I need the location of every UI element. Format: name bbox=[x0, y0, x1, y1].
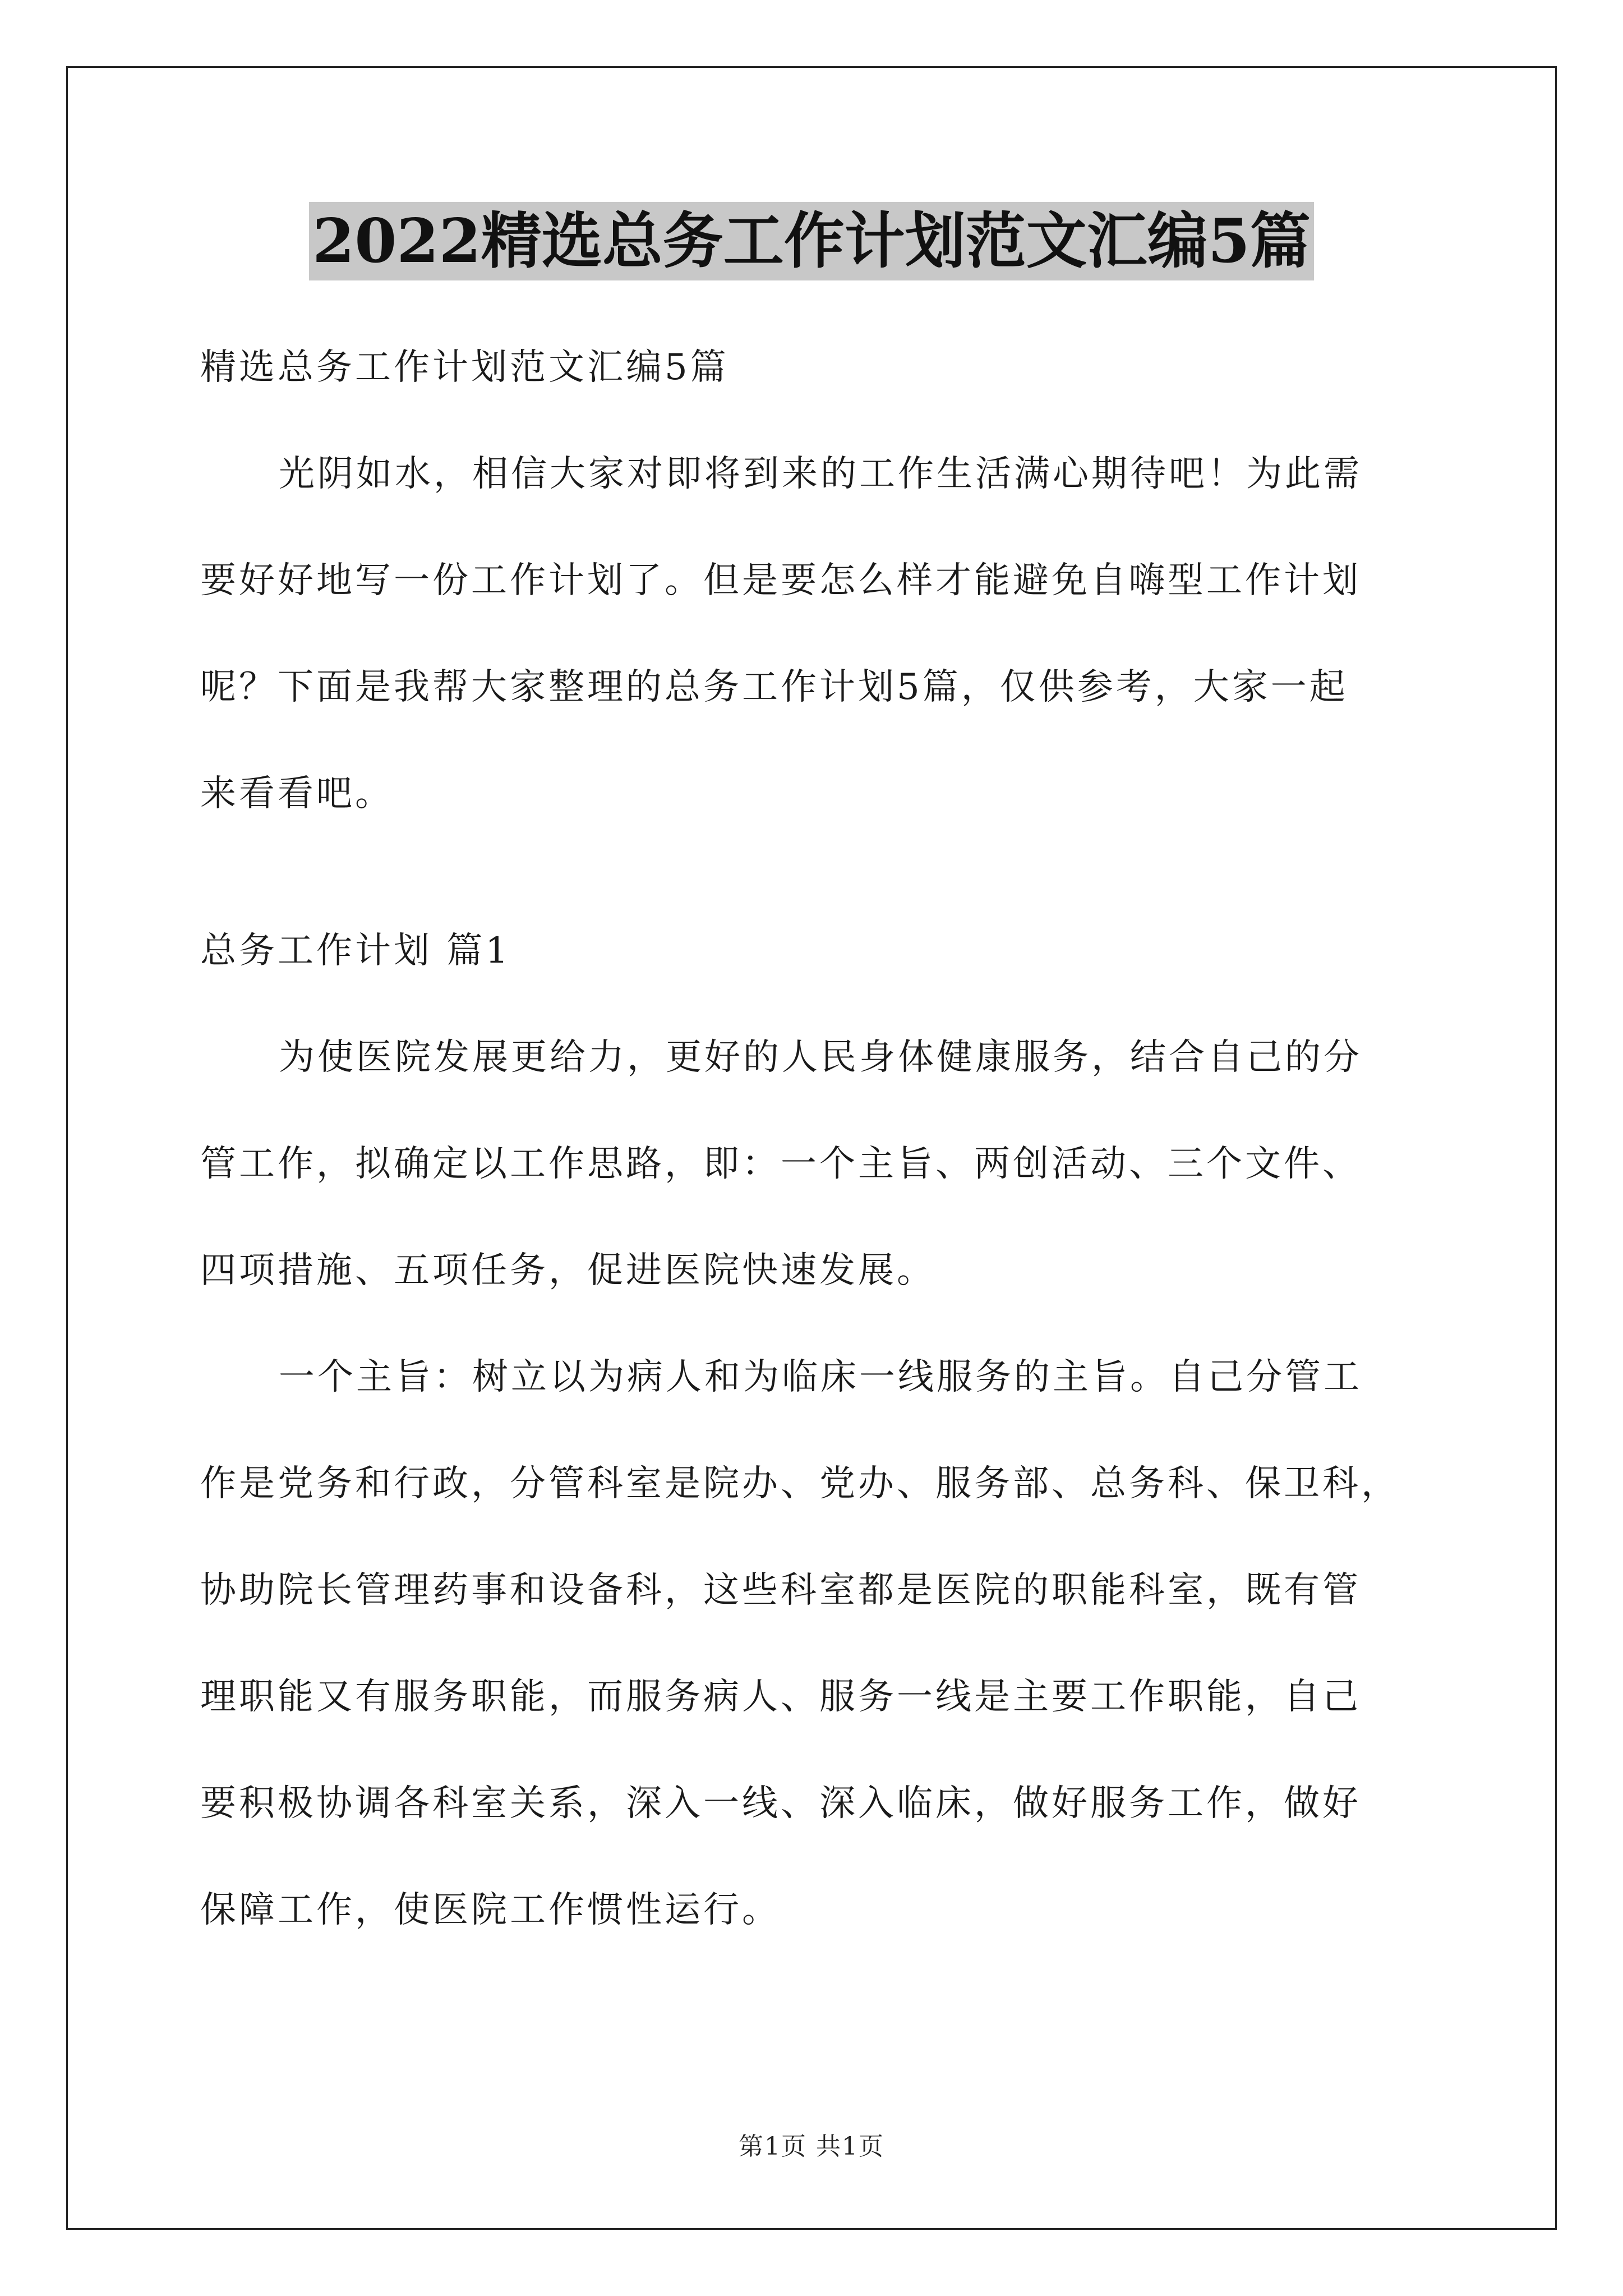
section-heading: 总务工作计划 篇1 bbox=[200, 930, 511, 972]
intro-line: 呢？下面是我帮大家整理的总务工作计划5篇，仅供参考，大家一起 bbox=[200, 666, 1348, 708]
paragraph-line: 保障工作，使医院工作惯性运行。 bbox=[200, 1889, 781, 1931]
paragraph-line: 要积极协调各科室关系，深入一线、深入临床，做好服务工作，做好 bbox=[200, 1783, 1361, 1824]
paragraph-line: 协助院长管理药事和设备科，这些科室都是医院的职能科室，既有管 bbox=[200, 1570, 1361, 1611]
intro-line: 来看看吧。 bbox=[200, 773, 394, 815]
title-container bbox=[0, 202, 1623, 280]
paragraph-line: 四项措施、五项任务，促进医院快速发展。 bbox=[200, 1250, 935, 1291]
paragraph-line: 一个主旨：树立以为病人和为临床一线服务的主旨。自己分管工 bbox=[279, 1356, 1362, 1398]
paragraph-line: 理职能又有服务职能，而服务病人、服务一线是主要工作职能，自己 bbox=[200, 1676, 1361, 1718]
paragraph-line: 作是党务和行政，分管科室是院办、党办、服务部、总务科、保卫科， bbox=[200, 1463, 1400, 1504]
paragraph-line: 为使医院发展更给力，更好的人民身体健康服务，结合自己的分 bbox=[279, 1037, 1362, 1078]
intro-line: 光阴如水，相信大家对即将到来的工作生活满心期待吧！为此需 bbox=[279, 453, 1362, 495]
paragraph-line: 管工作，拟确定以工作思路，即：一个主旨、两创活动、三个文件、 bbox=[200, 1143, 1361, 1185]
document-subtitle: 精选总务工作计划范文汇编5篇 bbox=[200, 347, 729, 388]
document-body bbox=[200, 314, 1423, 1963]
document-title: 2022精选总务工作计划范文汇编5篇 bbox=[309, 202, 1314, 280]
section-spacer bbox=[200, 847, 1423, 898]
page-number-footer: 第1页 共1页 bbox=[739, 2132, 884, 2161]
intro-line: 要好好地写一份工作计划了。但是要怎么样才能避免自嗨型工作计划 bbox=[200, 560, 1361, 601]
